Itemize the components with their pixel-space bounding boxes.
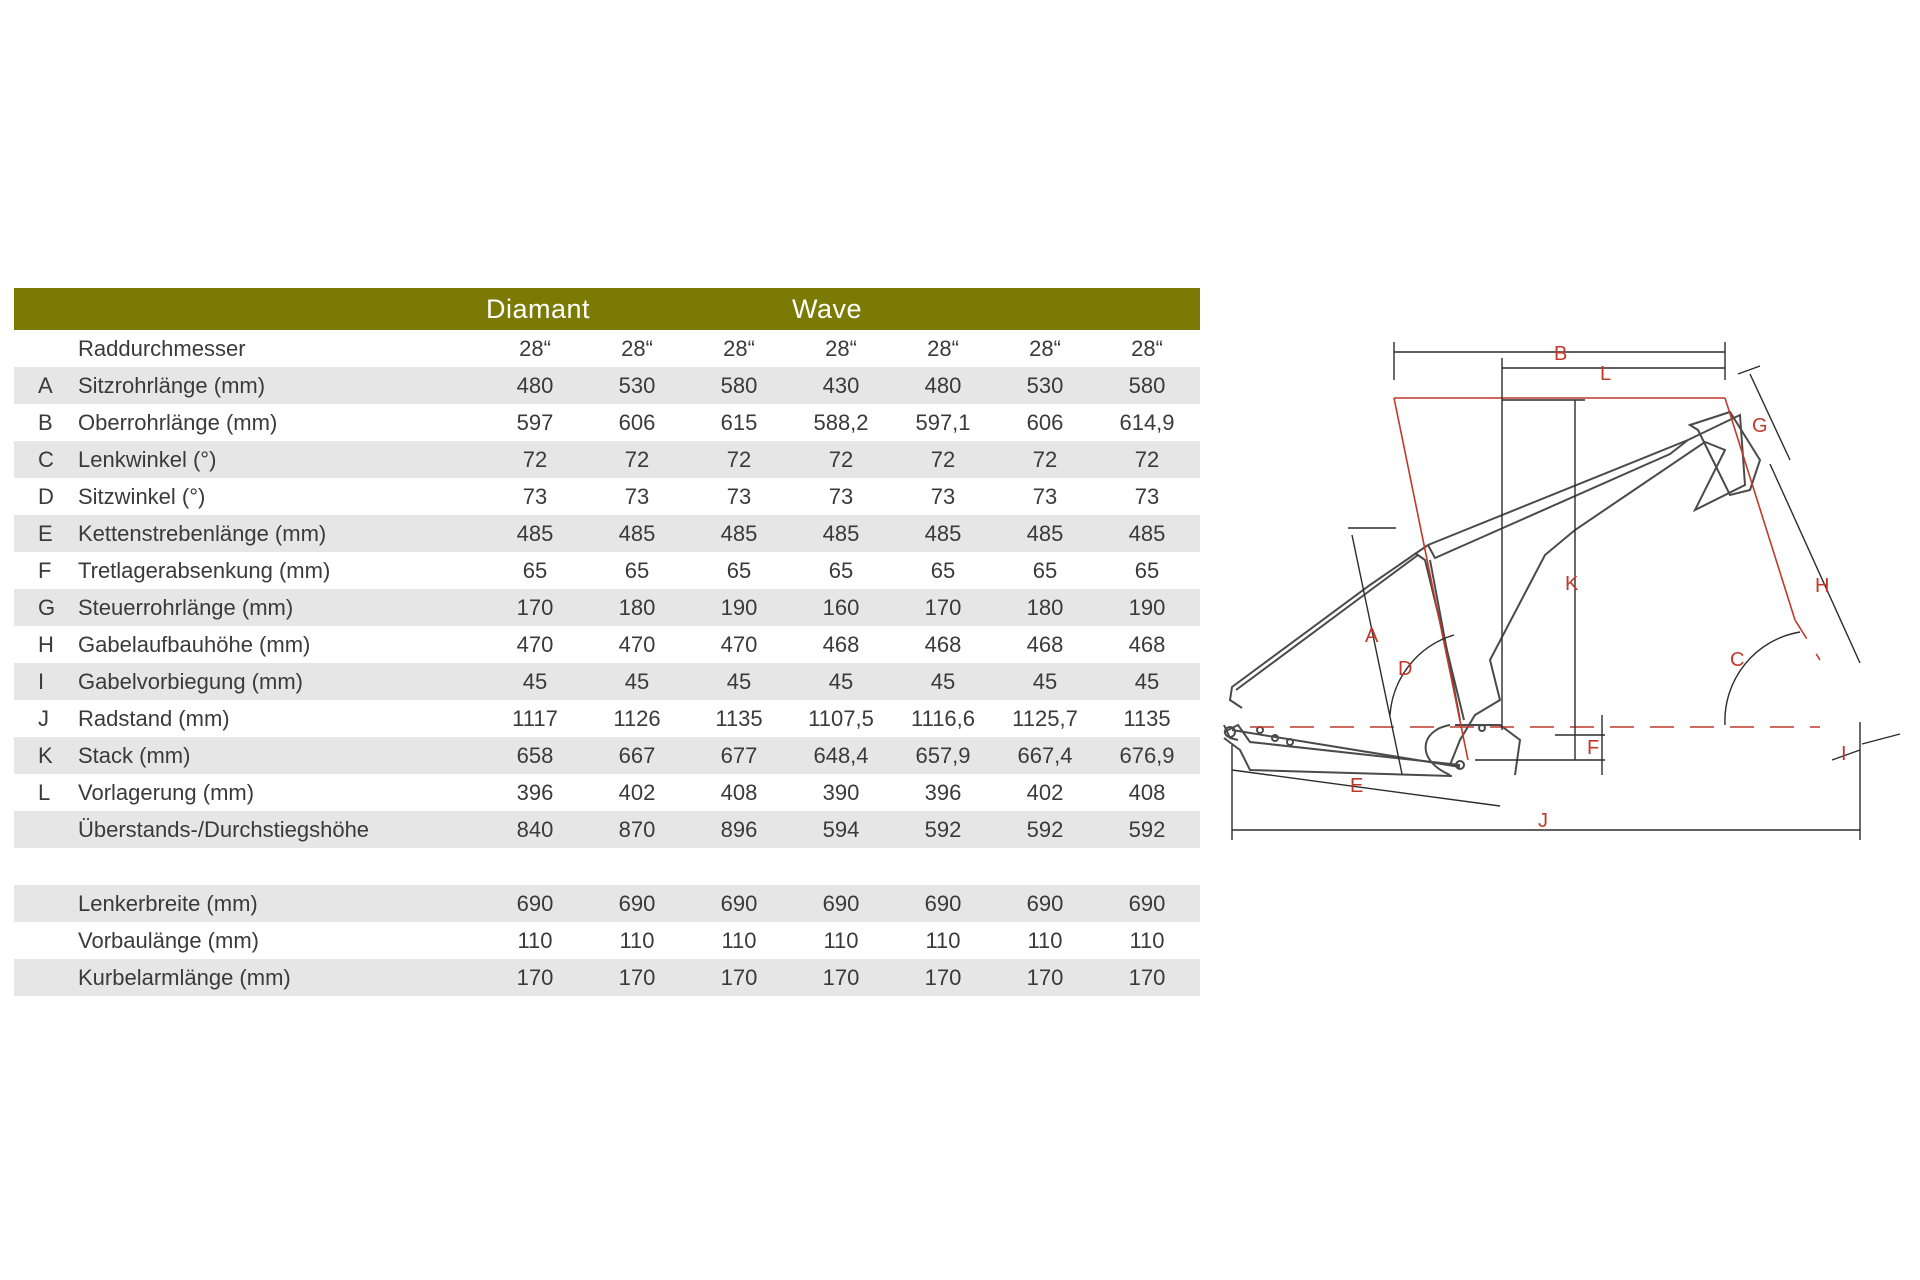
row-value: 65 xyxy=(624,557,650,583)
row-value: 614,9 xyxy=(1119,409,1175,435)
row-value: 28“ xyxy=(621,335,653,361)
group-header-diamant: Diamant xyxy=(486,294,591,324)
row-value: 110 xyxy=(721,927,757,953)
table-header xyxy=(14,288,1200,330)
geometry-table xyxy=(14,288,1200,996)
row-value: 45 xyxy=(522,668,548,694)
row-label: Sitzwinkel (°) xyxy=(78,483,206,509)
row-value: 28“ xyxy=(825,335,857,361)
row-letter: H xyxy=(38,631,54,657)
row-value: 402 xyxy=(1026,779,1064,805)
row-value: 396 xyxy=(516,779,554,805)
row-value: 1135 xyxy=(1123,705,1171,731)
row-value: 840 xyxy=(516,816,554,842)
row-value: 73 xyxy=(624,483,650,509)
row-letter: I xyxy=(38,668,45,694)
row-value: 1135 xyxy=(715,705,763,731)
row-value: 110 xyxy=(823,927,859,953)
table-body xyxy=(14,330,1200,996)
row-letter: D xyxy=(38,483,54,509)
table-row xyxy=(14,737,1200,774)
row-value: 65 xyxy=(828,557,854,583)
row-value: 73 xyxy=(522,483,548,509)
row-value: 72 xyxy=(1032,446,1058,472)
row-value: 180 xyxy=(1026,594,1064,620)
row-label: Überstands-/Durchstiegshöhe xyxy=(78,816,370,842)
table-row xyxy=(14,441,1200,478)
row-value: 658 xyxy=(516,742,554,768)
row-value: 28“ xyxy=(1131,335,1163,361)
table-row xyxy=(14,959,1200,996)
row-label: Tretlagerabsenkung (mm) xyxy=(78,557,331,583)
table-row xyxy=(14,626,1200,663)
table-row xyxy=(14,515,1200,552)
row-value: 470 xyxy=(618,631,656,657)
row-value: 170 xyxy=(516,964,554,990)
row-value: 65 xyxy=(726,557,752,583)
row-value: 615 xyxy=(720,409,758,435)
row-value: 110 xyxy=(925,927,961,953)
row-label: Kurbelarmlänge (mm) xyxy=(78,964,291,990)
row-label: Oberrohrlänge (mm) xyxy=(78,409,278,435)
row-value: 1125,7 xyxy=(1012,705,1078,731)
row-value: 597,1 xyxy=(915,409,971,435)
row-letter: A xyxy=(38,372,53,398)
row-value: 45 xyxy=(1134,668,1160,694)
row-label: Vorlagerung (mm) xyxy=(78,779,255,805)
row-label: Raddurchmesser xyxy=(78,335,246,361)
row-value: 690 xyxy=(516,890,554,916)
row-value: 170 xyxy=(516,594,554,620)
row-value: 28“ xyxy=(519,335,551,361)
row-value: 45 xyxy=(726,668,752,694)
dim-label-D: D xyxy=(1398,658,1413,680)
dim-label-I: I xyxy=(1841,743,1847,765)
row-value: 677 xyxy=(720,742,758,768)
row-value: 73 xyxy=(1032,483,1058,509)
row-value: 870 xyxy=(618,816,656,842)
dim-label-C: C xyxy=(1730,649,1745,671)
row-value: 592 xyxy=(924,816,962,842)
row-value: 485 xyxy=(1026,520,1064,546)
row-value: 468 xyxy=(822,631,860,657)
row-value: 896 xyxy=(720,816,758,842)
row-value: 1116,6 xyxy=(910,705,976,731)
row-value: 690 xyxy=(618,890,656,916)
table-row xyxy=(14,774,1200,811)
dim-label-L: L xyxy=(1600,363,1612,385)
row-spacer xyxy=(14,848,1200,885)
row-value: 73 xyxy=(930,483,956,509)
row-value: 73 xyxy=(828,483,854,509)
row-value: 594 xyxy=(822,816,860,842)
table-row xyxy=(14,663,1200,700)
row-value: 45 xyxy=(828,668,854,694)
row-value: 396 xyxy=(924,779,962,805)
table-row xyxy=(14,922,1200,959)
row-value: 110 xyxy=(619,927,655,953)
row-value: 65 xyxy=(930,557,956,583)
row-value: 45 xyxy=(1032,668,1058,694)
row-value: 45 xyxy=(624,668,650,694)
row-value: 170 xyxy=(618,964,656,990)
row-value: 485 xyxy=(822,520,860,546)
dim-label-H: H xyxy=(1815,575,1830,597)
frame-outline xyxy=(1224,412,1760,776)
row-value: 170 xyxy=(720,964,758,990)
row-value: 28“ xyxy=(927,335,959,361)
row-value: 592 xyxy=(1026,816,1064,842)
table-row xyxy=(14,700,1200,737)
row-value: 530 xyxy=(618,372,656,398)
table-row xyxy=(14,330,1200,367)
row-value: 485 xyxy=(720,520,758,546)
dim-label-E: E xyxy=(1350,775,1364,797)
row-value: 170 xyxy=(924,964,962,990)
row-value: 468 xyxy=(1026,631,1064,657)
row-value: 430 xyxy=(822,372,860,398)
dim-label-G: G xyxy=(1752,415,1768,437)
dim-label-F: F xyxy=(1587,737,1600,759)
row-letter: J xyxy=(38,705,49,731)
row-value: 408 xyxy=(720,779,758,805)
row-value: 667 xyxy=(618,742,656,768)
row-value: 160 xyxy=(822,594,860,620)
row-value: 690 xyxy=(1128,890,1166,916)
row-value: 676,9 xyxy=(1119,742,1175,768)
row-letter: K xyxy=(38,742,53,768)
row-value: 485 xyxy=(516,520,554,546)
row-letter: E xyxy=(38,520,53,546)
row-value: 65 xyxy=(1134,557,1160,583)
row-value: 588,2 xyxy=(813,409,869,435)
row-value: 485 xyxy=(618,520,656,546)
table-row xyxy=(14,367,1200,404)
row-label: Sitzrohrlänge (mm) xyxy=(78,372,266,398)
row-value: 28“ xyxy=(723,335,755,361)
dim-label-K: K xyxy=(1565,573,1579,595)
geometry-lines xyxy=(1250,398,1820,760)
row-label: Vorbaulänge (mm) xyxy=(78,927,259,953)
row-letter: L xyxy=(38,779,51,805)
row-value: 65 xyxy=(522,557,548,583)
row-value: 530 xyxy=(1026,372,1064,398)
row-label: Steuerrohrlänge (mm) xyxy=(78,594,294,620)
row-label: Gabelaufbauhöhe (mm) xyxy=(78,631,311,657)
row-value: 72 xyxy=(522,446,548,472)
row-label: Gabelvorbiegung (mm) xyxy=(78,668,303,694)
row-value: 480 xyxy=(924,372,962,398)
row-value: 468 xyxy=(924,631,962,657)
row-value: 170 xyxy=(1026,964,1064,990)
row-value: 73 xyxy=(1134,483,1160,509)
row-value: 606 xyxy=(1026,409,1064,435)
row-value: 28“ xyxy=(1029,335,1061,361)
row-value: 190 xyxy=(720,594,758,620)
row-value: 1107,5 xyxy=(808,705,874,731)
table-row xyxy=(14,404,1200,441)
row-value: 592 xyxy=(1128,816,1166,842)
row-value: 1117 xyxy=(512,705,558,731)
row-value: 597 xyxy=(516,409,554,435)
table-row xyxy=(14,811,1200,848)
table-row xyxy=(14,478,1200,515)
row-value: 110 xyxy=(1027,927,1063,953)
dim-label-B: B xyxy=(1554,343,1568,365)
row-value: 110 xyxy=(517,927,553,953)
row-value: 65 xyxy=(1032,557,1058,583)
row-value: 73 xyxy=(726,483,752,509)
row-value: 72 xyxy=(726,446,752,472)
row-value: 580 xyxy=(1128,372,1166,398)
row-value: 180 xyxy=(618,594,656,620)
row-value: 690 xyxy=(924,890,962,916)
row-letter: G xyxy=(38,594,56,620)
row-value: 170 xyxy=(924,594,962,620)
row-value: 470 xyxy=(516,631,554,657)
row-label: Lenkwinkel (°) xyxy=(78,446,217,472)
row-letter: C xyxy=(38,446,54,472)
row-value: 408 xyxy=(1128,779,1166,805)
row-letter: B xyxy=(38,409,53,435)
row-letter: F xyxy=(38,557,52,583)
row-value: 480 xyxy=(516,372,554,398)
row-value: 170 xyxy=(822,964,860,990)
row-value: 72 xyxy=(828,446,854,472)
frame-geometry-diagram xyxy=(1220,330,1920,850)
table-row xyxy=(14,552,1200,589)
dim-label-J: J xyxy=(1538,810,1548,832)
row-value: 470 xyxy=(720,631,758,657)
row-value: 657,9 xyxy=(915,742,971,768)
dim-label-A: A xyxy=(1365,625,1379,647)
row-value: 606 xyxy=(618,409,656,435)
row-value: 72 xyxy=(930,446,956,472)
row-value: 402 xyxy=(618,779,656,805)
row-value: 72 xyxy=(1134,446,1160,472)
row-label: Lenkerbreite (mm) xyxy=(78,890,258,916)
row-value: 667,4 xyxy=(1017,742,1073,768)
row-value: 468 xyxy=(1128,631,1166,657)
table-row xyxy=(14,589,1200,626)
row-value: 690 xyxy=(822,890,860,916)
group-header-wave: Wave xyxy=(792,294,863,324)
row-value: 485 xyxy=(1128,520,1166,546)
row-value: 690 xyxy=(720,890,758,916)
row-value: 485 xyxy=(924,520,962,546)
row-label: Kettenstrebenlänge (mm) xyxy=(78,520,327,546)
row-value: 72 xyxy=(624,446,650,472)
row-value: 1126 xyxy=(613,705,661,731)
row-value: 190 xyxy=(1128,594,1166,620)
row-label: Stack (mm) xyxy=(78,742,191,768)
table-row xyxy=(14,885,1200,922)
row-value: 390 xyxy=(822,779,860,805)
row-value: 170 xyxy=(1128,964,1166,990)
frame-diagram-svg xyxy=(1220,330,1920,850)
row-value: 110 xyxy=(1129,927,1165,953)
row-label: Radstand (mm) xyxy=(78,705,230,731)
row-value: 45 xyxy=(930,668,956,694)
row-value: 690 xyxy=(1026,890,1064,916)
row-value: 648,4 xyxy=(813,742,869,768)
row-value: 580 xyxy=(720,372,758,398)
